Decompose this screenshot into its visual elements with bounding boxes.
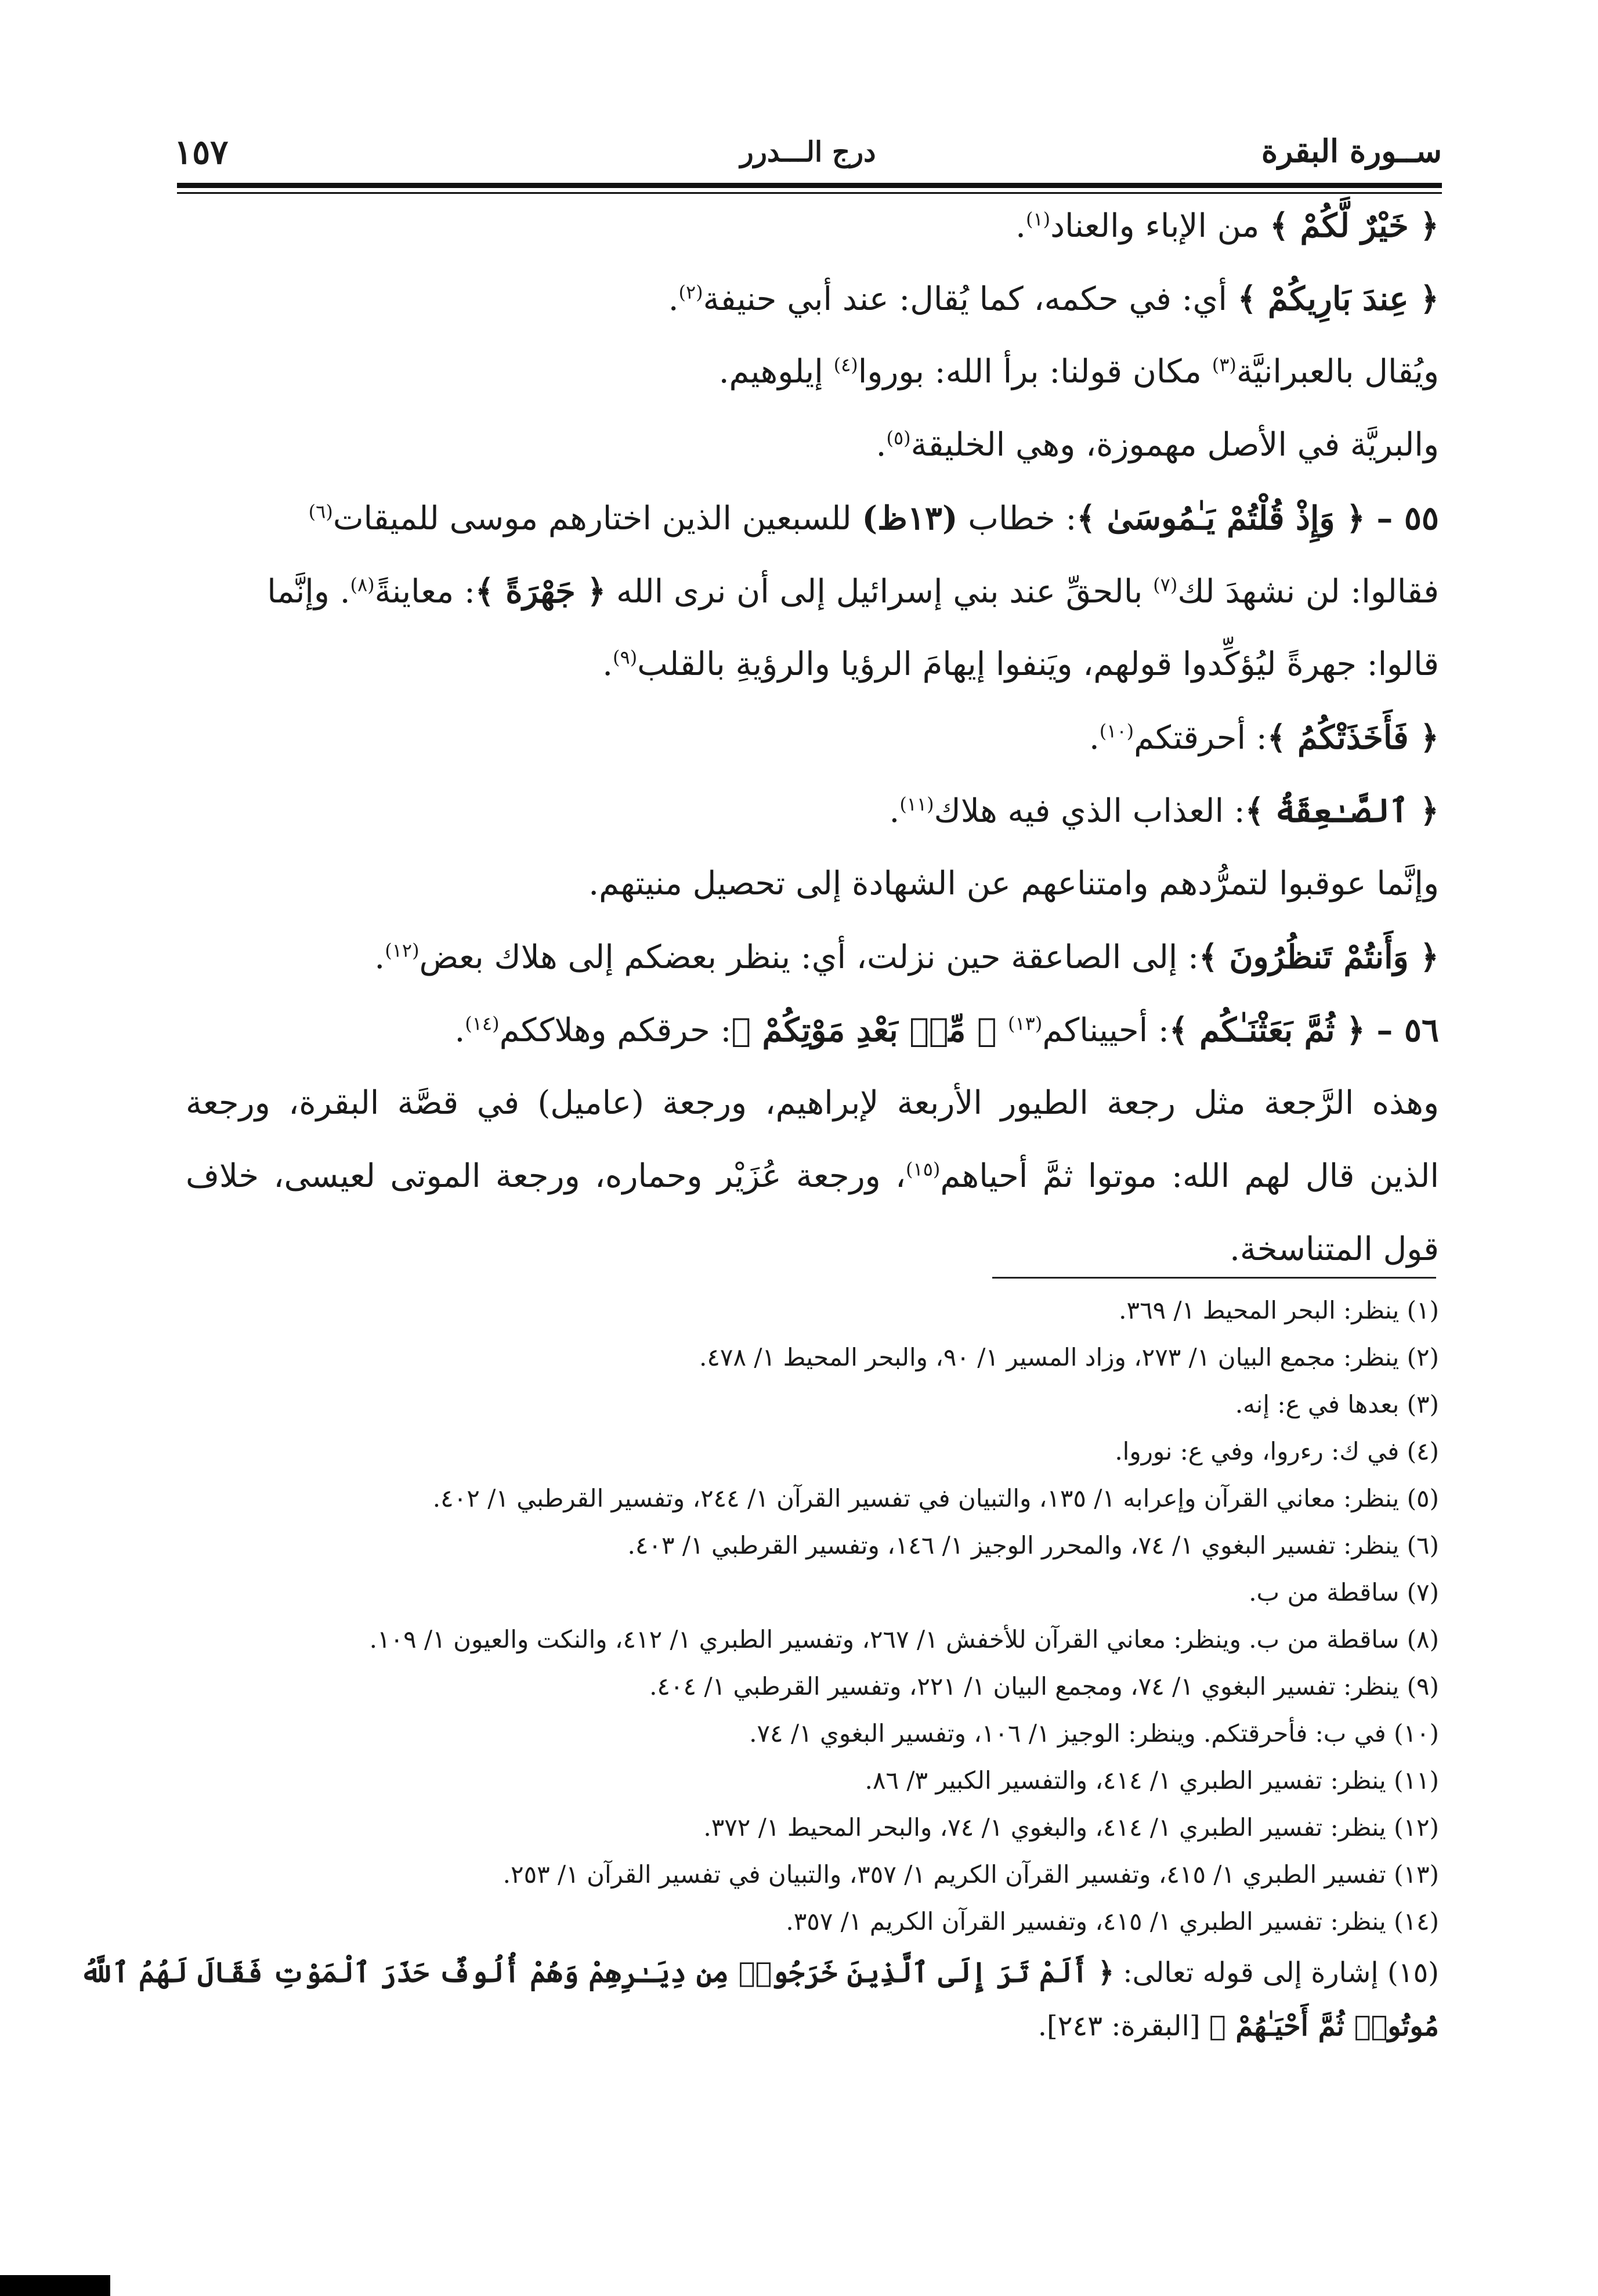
text-line: [186, 861, 1439, 934]
footnote-continuation: [186, 2006, 1439, 2059]
quran-quote: ﴿ فَأَخَذَتْكُمُ ﴾: [1267, 719, 1439, 757]
commentary: : أحرقتكم: [1134, 719, 1267, 757]
quran-quote: ﴿ وَإِذْ قُلْتُمْ يَـٰمُوسَىٰ ﴾: [1076, 499, 1365, 537]
commentary: : إلى الصاعقة حين نزلت، أي: ينظر بعضكم إلى هلاك بعض: [419, 938, 1199, 976]
footnote-ref: (٦): [308, 500, 333, 523]
commentary: للسبعين الذين اختارهم موسى للميقات: [332, 500, 862, 537]
scan-corner-mark: [0, 2275, 110, 2296]
commentary: الذين قال لهم الله: موتوا ثمَّ أحياهم: [940, 1157, 1439, 1195]
punctuation: .: [889, 792, 900, 830]
punctuation: .: [668, 280, 679, 318]
text-line: [186, 349, 1439, 423]
commentary: : أحييناكم: [1042, 1012, 1169, 1049]
surah-title: ســورة البقرة: [1261, 132, 1442, 169]
text-line: [186, 1154, 1439, 1227]
text-line: [186, 715, 1439, 788]
footnotes: [79, 1294, 1439, 2059]
footnote-ref: (١): [1025, 208, 1051, 230]
quran-quote: ﴿ خَيْرٌ لَّكُمْ ﴾: [1270, 207, 1439, 245]
footnote-label: (١٥) إشارة إلى قوله تعالى:: [1114, 1956, 1439, 1989]
footnote: (١١) ينظر: تفسير الطبري ١/ ٤١٤، والتفسير الكبير ٣/ ٨٦.: [865, 1766, 1439, 1795]
footnote-ref: (١٣): [1008, 1012, 1043, 1035]
footnote-ref: (٤): [833, 353, 858, 376]
footnote-ref: (١١): [899, 793, 934, 815]
footnote-ref: (٢): [678, 281, 703, 304]
text-line: [186, 203, 1439, 276]
footnote: [79, 1952, 1439, 2006]
commentary: قالوا: جهرةً ليُؤكِّدوا قولهم، ويَنفوا إيهامَ الرؤيا والرؤيةِ بالقلب: [637, 645, 1439, 683]
footnote: (١) ينظر: البحر المحيط ١/ ٣٦٩.: [1119, 1296, 1439, 1324]
footnote-ref: (٩): [613, 646, 638, 669]
text-line: [186, 642, 1439, 715]
footnote: (٥) ينظر: معاني القرآن وإعرابه ١/ ١٣٥، والتبيان في تفسير القرآن ١/ ٢٤٤، وتفسير القرطبي ١/ ٤٠٢.: [432, 1484, 1439, 1512]
text-line: [186, 496, 1439, 569]
commentary: وإنَّما عوقبوا لتمرُّدهم وامتناعهم عن الشهادة إلى تحصيل منيتهم.: [588, 865, 1439, 902]
footnote: (٩) ينظر: تفسير البغوي ١/ ٧٤، ومجمع البيان ١/ ٢٢١، وتفسير القرطبي ١/ ٤٠٤.: [649, 1672, 1439, 1701]
footnote: (٤) في ك: رءروا، وفي ع: نوروا.: [1115, 1437, 1439, 1465]
text-line: [186, 276, 1439, 349]
commentary: . وإنَّما: [267, 573, 350, 611]
footnote-ref: (١٥): [906, 1158, 941, 1181]
punctuation: .: [374, 938, 385, 976]
footnote-ref: (٧): [1153, 573, 1178, 596]
commentary: بالحقِّ عند بني إسرائيل إلى أن نرى الله: [606, 573, 1154, 611]
footnote-ref: (١٠): [1099, 720, 1134, 742]
text-line: [186, 1227, 1439, 1300]
commentary: وهذه الرَّجعة مثل رجعة الطيور الأربعة لإبراهيم، ورجعة (عاميل) في قصَّة البقرة، ورجعة: [186, 1084, 1439, 1122]
commentary: إيلوهيم.: [718, 353, 834, 391]
commentary: : العذاب الذي فيه هلاك: [934, 792, 1245, 830]
quran-quote: ﴿ ٱلصَّـٰعِقَةُ ﴾: [1245, 792, 1439, 830]
footnote-ref: (١٢): [385, 939, 420, 962]
footnote: (١٤) ينظر: تفسير الطبري ١/ ٤١٥، وتفسير القرآن الكريم ١/ ٣٥٧.: [786, 1907, 1439, 1936]
page-number: ١٥٧: [174, 132, 229, 172]
header-rule-thin: [177, 192, 1442, 194]
quran-quote: ﴿ مِّنۢ بَعْدِ مَوْتِكُمْ ﴾: [731, 1011, 1008, 1049]
text-line: [186, 1081, 1439, 1154]
punctuation: .: [454, 1012, 465, 1049]
commentary: من الإباء والعناد: [1050, 207, 1270, 245]
header-rule-thick: [177, 183, 1442, 188]
surah-reference: [البقرة: ٢٤٣].: [1037, 2010, 1209, 2042]
footnote: (٦) ينظر: تفسير البغوي ١/ ٧٤، والمحرر الوجيز ١/ ١٤٦، وتفسير القرطبي ١/ ٤٠٣.: [627, 1531, 1439, 1559]
page-header: [174, 132, 1442, 179]
footnote-ref: (١٤): [465, 1012, 500, 1035]
footnote: (١٣) تفسير الطبري ١/ ٤١٥، وتفسير القرآن الكريم ١/ ٣٥٧، والتبيان في تفسير القرآن ١/ ٢٥٣.: [502, 1860, 1439, 1889]
text-line: [186, 1008, 1439, 1081]
footnote: (١٠) في ب: فأحرقتكم. وينظر: الوجيز ١/ ١٠٦، وتفسير البغوي ١/ ٧٤.: [749, 1719, 1439, 1748]
footnote-ref: (٨): [350, 573, 375, 596]
commentary: : خطاب: [957, 500, 1077, 537]
quran-quote: ﴿ أَلَمْ تَرَ إِلَى ٱلَّذِينَ خَرَجُوا۟ مِن دِيَـٰرِهِمْ وَهُمْ أُلُوفٌ حَذَرَ ٱلْمَوْتِ فَقَالَ لَهُمُ ٱللَّهُ: [79, 1956, 1115, 1989]
punctuation: .: [1089, 719, 1100, 757]
quran-quote: ﴿ ثُمَّ بَعَثْنَـٰكُم ﴾: [1169, 1011, 1365, 1049]
footnote: (١٢) ينظر: تفسير الطبري ١/ ٤١٤، والبغوي ١/ ٧٤، والبحر المحيط ١/ ٣٧٢.: [703, 1813, 1439, 1842]
text-line: [186, 788, 1439, 861]
footnote: (٢) ينظر: مجمع البيان ١/ ٢٧٣، وزاد المسير ١/ ٩٠، والبحر المحيط ١/ ٤٧٨.: [699, 1343, 1439, 1371]
punctuation: .: [876, 426, 887, 464]
quran-quote: ﴿ وَأَنتُمْ تَنظُرُونَ ﴾: [1199, 938, 1439, 976]
commentary: ، ورجعة عُزَيْر وحماره، ورجعة الموتى لعيسى، خلاف: [186, 1157, 906, 1195]
commentary: والبريَّة في الأصل مهموزة، وهي الخليقة: [910, 426, 1439, 464]
footnote-separator: [992, 1277, 1436, 1279]
verse-number: ٥٥ –: [1365, 499, 1439, 537]
footnote: (٧) ساقطة من ب.: [1249, 1578, 1439, 1607]
commentary: مكان قولنا: برأ الله: بوروا: [858, 353, 1212, 391]
text-line: [186, 569, 1439, 642]
quran-quote: ﴿ عِندَ بَارِيكُمْ ﴾: [1237, 280, 1439, 318]
commentary: أي: في حكمه، كما يُقال: عند أبي حنيفة: [703, 280, 1238, 318]
punctuation: .: [1015, 207, 1026, 245]
text-line: [186, 934, 1439, 1008]
quran-quote: ﴿ جَهْرَةً ﴾: [475, 572, 606, 611]
book-title: درج الـــدرر: [740, 136, 876, 168]
commentary: ويُقال بالعبرانيَّة: [1236, 353, 1439, 391]
footnote: (٣) بعدها في ع: إنه.: [1235, 1390, 1439, 1418]
commentary: : حرقكم وهلاككم: [499, 1012, 732, 1049]
commentary: : معاينةً: [374, 573, 475, 611]
commentary: فقالوا: لن نشهدَ لك: [1177, 573, 1439, 611]
main-text: [186, 203, 1439, 1300]
text-line: [186, 423, 1439, 496]
quran-quote: مُوتُوا۟ ثُمَّ أَحْيَـٰهُمْ ﴾: [1209, 2010, 1439, 2042]
verse-number: ٥٦ –: [1365, 1011, 1439, 1049]
footnote-ref: (٣): [1212, 353, 1237, 376]
manuscript-folio-mark: (١٣ظ): [862, 499, 958, 537]
footnote-ref: (٥): [886, 427, 911, 449]
footnote: (٨) ساقطة من ب. وينظر: معاني القرآن للأخفش ١/ ٢٦٧، وتفسير الطبري ١/ ٤١٢، والنكت والعيون ١/ ١٠٩.: [369, 1625, 1439, 1654]
commentary: قول المتناسخة.: [1230, 1230, 1439, 1268]
punctuation: .: [602, 645, 613, 683]
